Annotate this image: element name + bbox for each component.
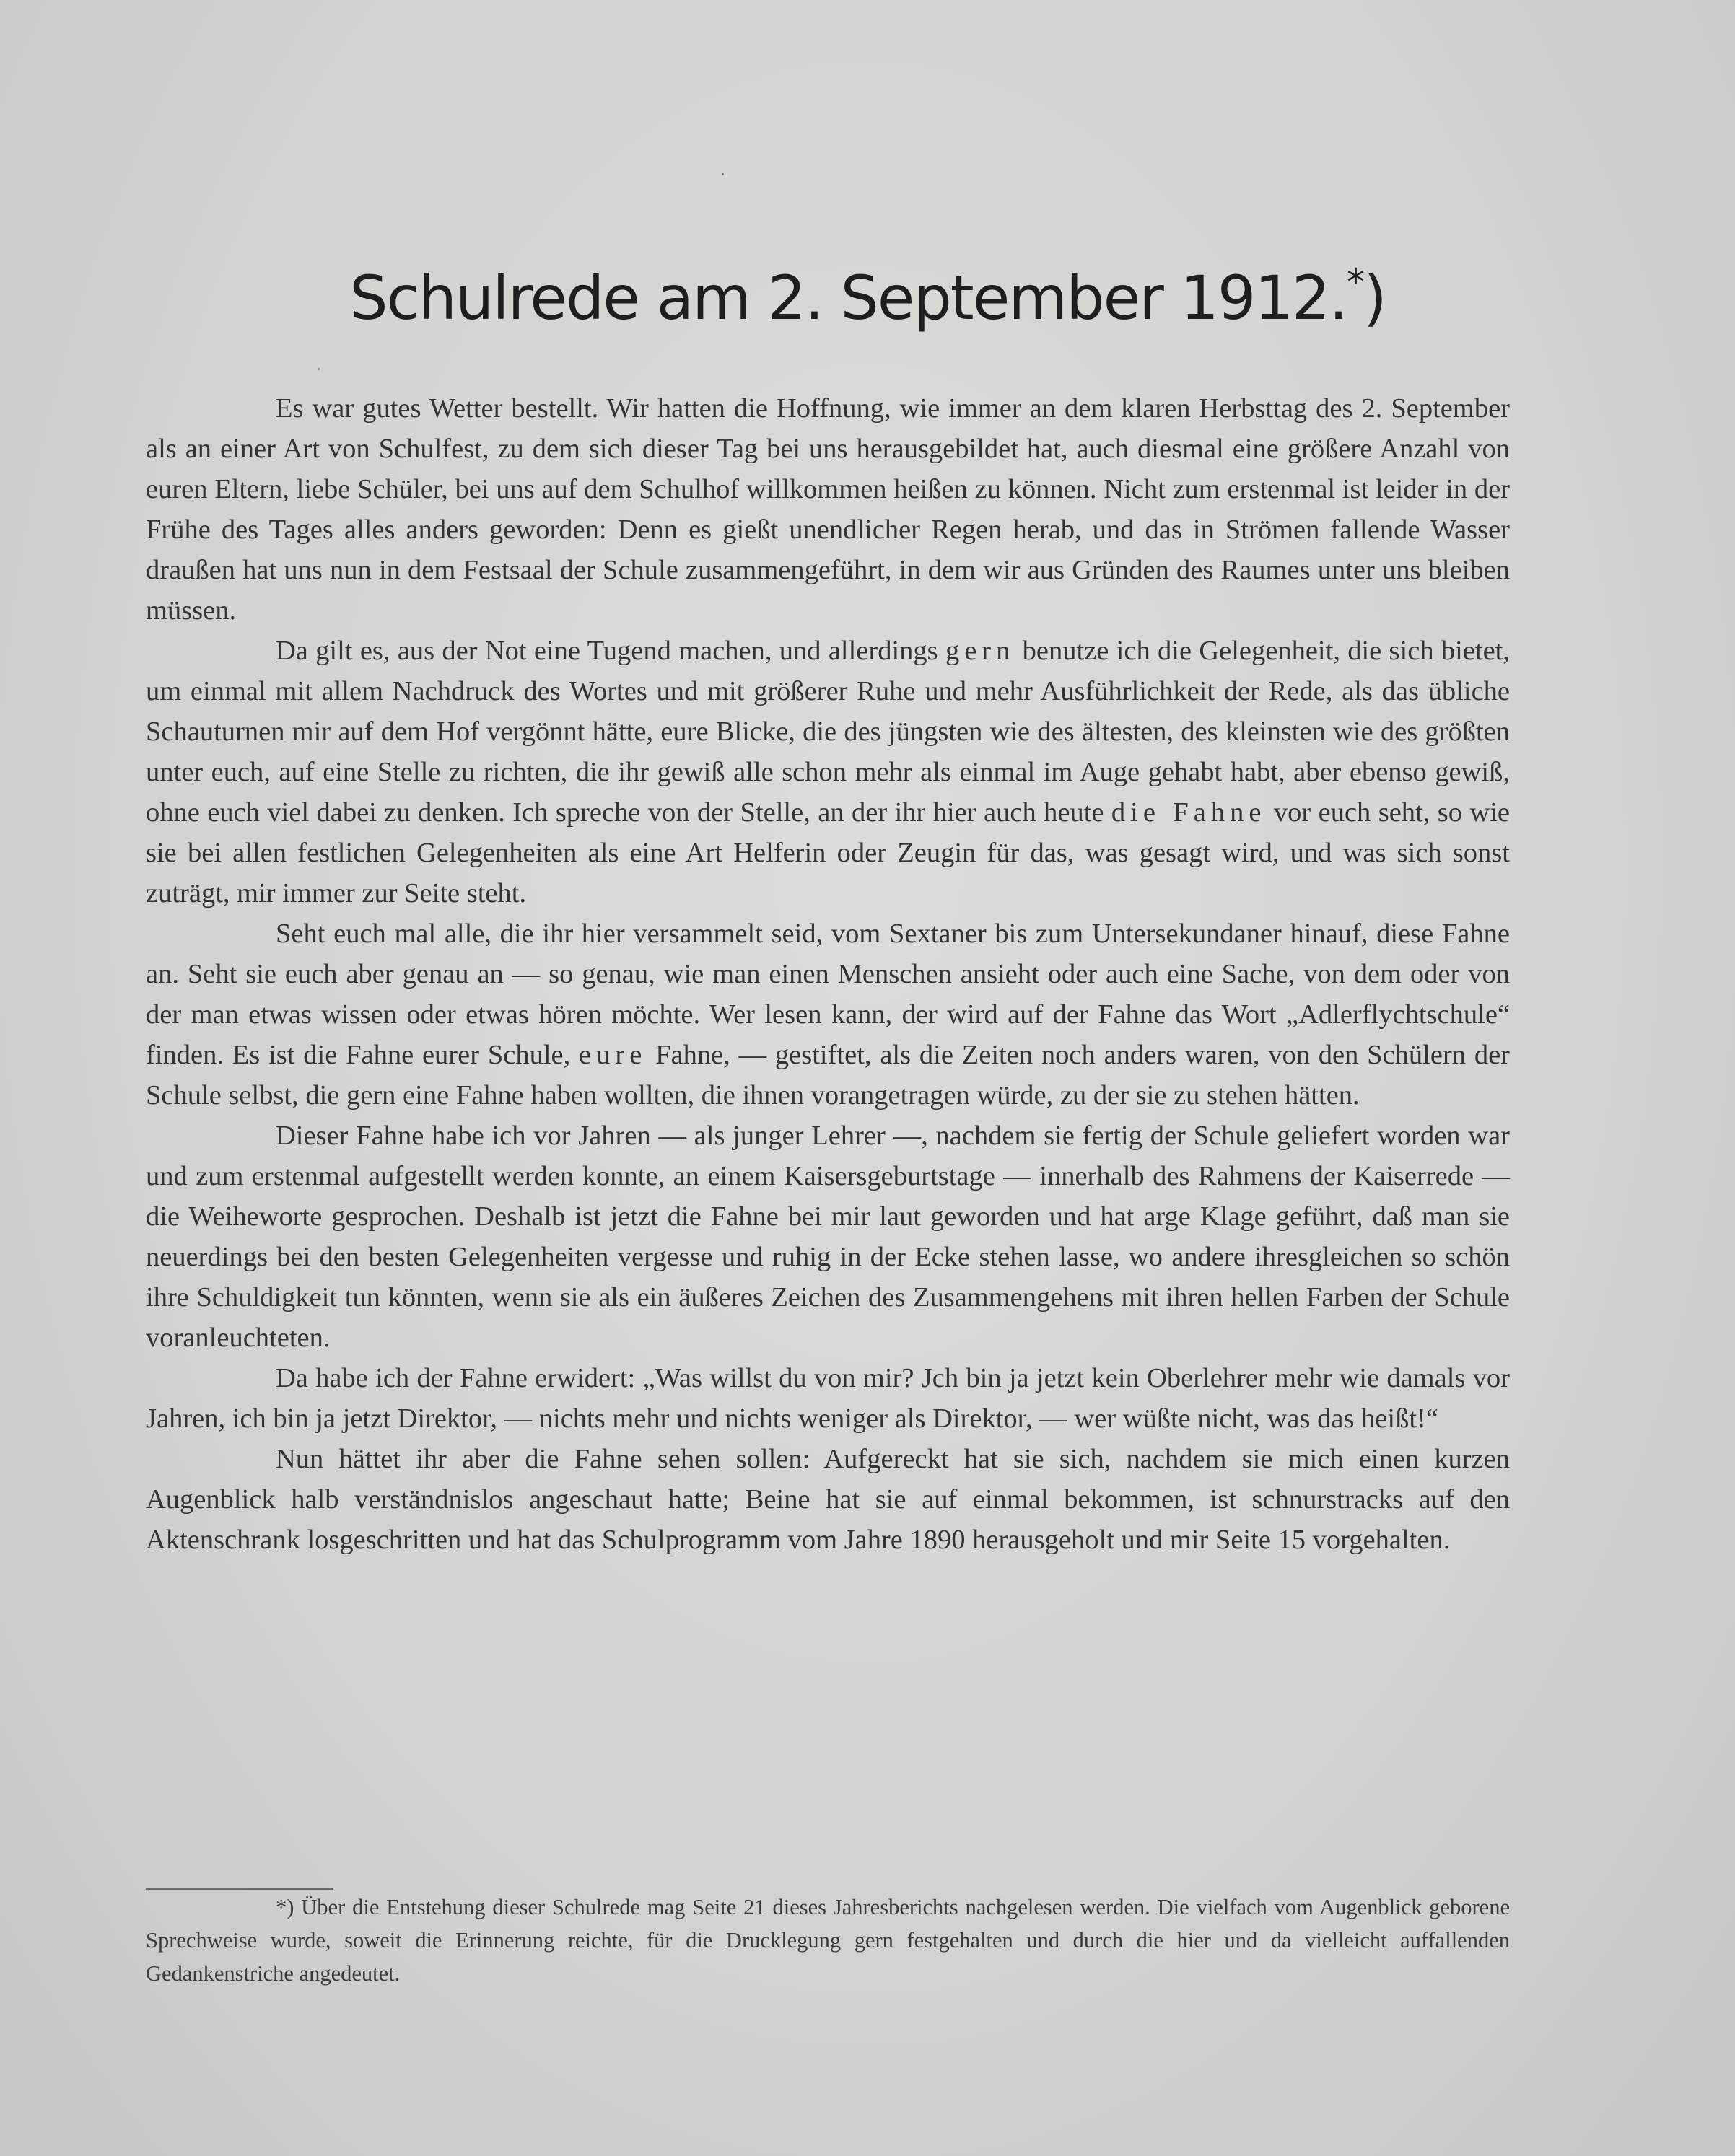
footnote-divider bbox=[146, 1888, 333, 1890]
emphasis-gern: gern bbox=[945, 636, 1015, 666]
page-title bbox=[0, 261, 1735, 333]
paragraph-3-text: Seht euch mal alle, die ihr hier versammelt seid, vom Sextaner bis zum Untersekundaner hinauf, diese Fahne an. Seht sie euch aber genau an — so genau, wie man einen Menschen ansieht oder auch eine Sache, von dem oder von der man etwas wissen oder etwas hören möchte. Wer lesen kann, der wird auf der Fahne das Wort „Adlerflychtschule“ finden. Es ist die Fahne eurer Schule, bbox=[146, 919, 1510, 1070]
speech-body bbox=[146, 388, 1510, 1560]
paragraph-6: Nun hättet ihr aber die Fahne sehen sollen: Aufgereckt hat sie sich, nachdem sie mich einen kurzen Augenblick halb verständnislos angeschaut hatte; Beine hat sie auf einmal bekommen, ist schnurstracks auf den Aktenschrank losgeschritten und hat das Schulprogramm vom Jahre 1890 herausgeholt und mir Seite 15 vorgehalten. bbox=[146, 1444, 1510, 1555]
emphasis-eure: eure bbox=[579, 1040, 647, 1070]
paragraph-2-text: vor euch seht, so wie sie bei allen festlichen Gelegenheiten als eine Art Helferin oder Zeugin für das, was gesagt wird, und was sich sonst zuträgt, mir immer zur Seite steht. bbox=[146, 797, 1511, 908]
paragraph-3 bbox=[146, 913, 1510, 1116]
paragraph-4: Dieser Fahne habe ich vor Jahren — als junger Lehrer —, nachdem sie fertig der Schule geliefert worden war und zum erstenmal aufgestellt werden konnte, an einem Kaisersgeburtstage — innerhalb des Rahmens der Kaiserrede — die Weiheworte gesprochen. Deshalb ist jetzt die Fahne bei mir laut geworden und hat arge Klage geführt, daß man sie neuerdings bei den besten Gelegenheiten vergesse und ruhig in der Ecke stehen lasse, wo andere ihresgleichen so schön ihre Schuldigkeit tun könnten, wenn sie als ein äußeres Zeichen des Zusammengehens mit ihren hellen Farben der Schule voranleuchteten. bbox=[146, 1121, 1510, 1353]
title-closing-paren: ) bbox=[1363, 263, 1386, 333]
paragraph-2 bbox=[146, 631, 1510, 913]
paragraph-3-text: Fahne, — gestiftet, als die Zeiten noch anders waren, von den Schülern der Schule selbst, die gern eine Fahne haben wollten, die ihnen vorangetragen würde, zu der sie zu stehen hätten. bbox=[146, 1040, 1510, 1110]
footnote-marker: * bbox=[1346, 261, 1363, 303]
paragraph-2-text: Da gilt es, aus der Not eine Tugend machen, und allerdings bbox=[276, 636, 945, 666]
emphasis-die-fahne: die Fahne bbox=[1111, 797, 1267, 828]
title-text: Schulrede am 2. September 1912. bbox=[349, 263, 1347, 333]
paper-speck bbox=[722, 173, 724, 175]
paragraph-5: Da habe ich der Fahne erwidert: „Was willst du von mir? Jch bin ja jetzt kein Oberlehrer mehr wie damals vor Jahren, ich bin ja jetzt Direktor, — nichts mehr und nichts weniger als Direktor, — wer wüßte nicht, was das heißt!“ bbox=[146, 1363, 1510, 1434]
footnote: *) Über die Entstehung dieser Schulrede mag Seite 21 dieses Jahresberichts nachgelesen werden. Die vielfach vom Augenblick geborene Sprechweise wurde, soweit die Erinnerung reichte, für die Drucklegung gern festgehalten und durch die hier und da vielleicht auffallenden Gedankenstriche angedeutet. bbox=[146, 1895, 1510, 1986]
paper-speck bbox=[318, 368, 320, 370]
paragraph-2-text: benutze ich die Gelegenheit, die sich bietet, um einmal mit allem Nachdruck des Wortes und mit größerer Ruhe und mehr Ausführlichkeit der Rede, als das übliche Schauturnen mir auf dem Hof vergönnt hätte, eure Blicke, die des jüngsten wie des ältesten, des kleinsten wie des größten unter euch, auf eine Stelle zu richten, die ihr gewiß alle schon mehr als einmal im Auge gehabt habt, aber ebenso gewiß, ohne euch viel dabei zu denken. Ich spreche von der Stelle, an der ihr hier auch heute bbox=[146, 636, 1511, 828]
paragraph-1: Es war gutes Wetter bestellt. Wir hatten die Hoffnung, wie immer an dem klaren Herbsttag des 2. September als an einer Art von Schulfest, zu dem sich dieser Tag bei uns herausgebildet hat, auch diesmal eine größere Anzahl von euren Eltern, liebe Schüler, bei uns auf dem Schulhof willkommen heißen zu können. Nicht zum erstenmal ist leider in der Frühe des Tages alles anders geworden: Denn es gießt unendlicher Regen herab, und das in Strömen fallende Wasser draußen hat uns nun in dem Festsaal der Schule zusammengeführt, in dem wir aus Gründen des Raumes unter uns bleiben müssen. bbox=[146, 393, 1510, 626]
